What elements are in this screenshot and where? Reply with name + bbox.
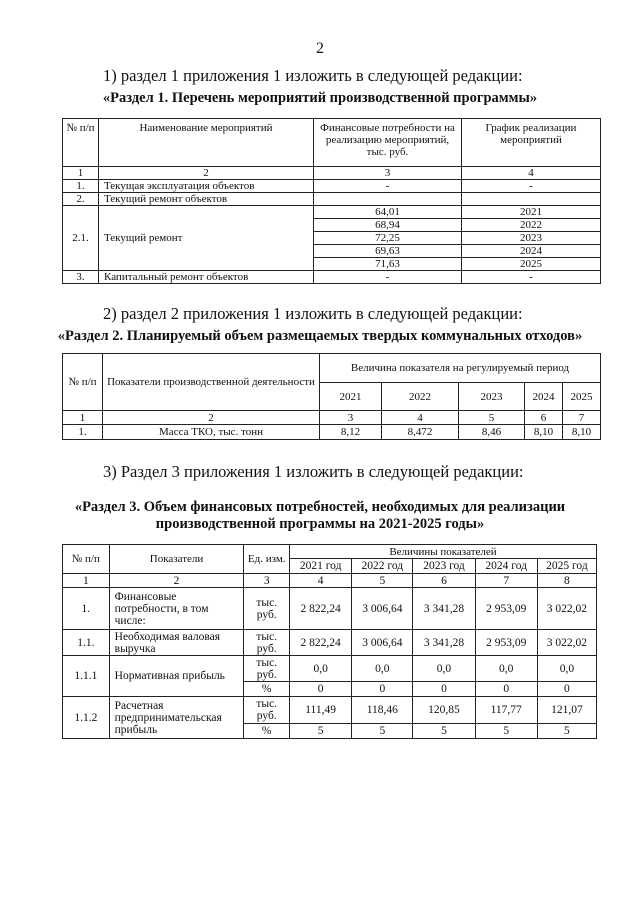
column-number-row	[63, 574, 597, 588]
row-name: Капитальный ремонт объектов	[99, 271, 314, 284]
section3-heading-line: «Раздел 3. Объем финансовых потребностей, необходимых для реализации	[74, 499, 566, 515]
row-value: 8,12	[320, 425, 382, 440]
table-header-row	[63, 545, 597, 559]
row-name: Текущий ремонт	[99, 206, 314, 271]
section3-heading	[0, 499, 640, 533]
header-cell: Величины показателей	[290, 545, 597, 559]
column-number: 4	[382, 411, 459, 425]
row-number: 1.	[63, 588, 110, 630]
row-number: 1.1.	[63, 630, 110, 656]
row-value: 5	[537, 724, 596, 739]
row-number: 2.1.	[63, 206, 99, 271]
table-row	[63, 588, 597, 630]
column-number-row	[63, 411, 601, 425]
row-value: 0	[475, 682, 537, 697]
table-row	[63, 206, 601, 219]
row-number: 3.	[63, 271, 99, 284]
row-value: 5	[290, 724, 352, 739]
row-value: 0,0	[352, 656, 413, 682]
year-cell: 2021	[320, 383, 382, 411]
year-cell: 2022 год	[352, 559, 413, 574]
column-number: 5	[352, 574, 413, 588]
row-value: 8,472	[382, 425, 459, 440]
row-value: 118,46	[352, 697, 413, 724]
row-value: 3 341,28	[413, 588, 475, 630]
row-value: 0,0	[537, 656, 596, 682]
row-value: 121,07	[537, 697, 596, 724]
table-header-row	[63, 119, 601, 167]
section1-intro: 1) раздел 1 приложения 1 изложить в следующей редакции:	[103, 66, 523, 85]
section2-intro: 2) раздел 2 приложения 1 изложить в следующей редакции:	[103, 304, 523, 323]
column-number: 7	[475, 574, 537, 588]
column-number: 2	[109, 574, 244, 588]
row-name: Расчетная предпринимательская прибыль	[109, 697, 244, 739]
table-header-row	[63, 354, 601, 383]
row-value: 3 006,64	[352, 588, 413, 630]
page-number: 2	[316, 40, 324, 57]
section2-heading: «Раздел 2. Планируемый объем размещаемых твердых коммунальных отходов»	[57, 328, 583, 344]
row-value: -	[314, 180, 462, 193]
row-number: 1.	[63, 180, 99, 193]
row-value: 8,10	[563, 425, 601, 440]
column-number: 1	[63, 167, 99, 180]
column-number: 1	[63, 574, 110, 588]
row-value: 3 022,02	[537, 630, 596, 656]
row-value: 3 006,64	[352, 630, 413, 656]
row-year: 2025	[462, 258, 601, 271]
table-row	[63, 180, 601, 193]
row-value: 0	[413, 682, 475, 697]
column-number-row	[63, 167, 601, 180]
row-year: 2021	[462, 206, 601, 219]
column-number: 6	[413, 574, 475, 588]
row-value: 2 953,09	[475, 630, 537, 656]
table-row	[63, 630, 597, 656]
table-row	[63, 271, 601, 284]
column-number: 3	[314, 167, 462, 180]
row-value: 5	[475, 724, 537, 739]
header-cell: Наименование мероприятий	[99, 119, 314, 167]
row-value: 2 822,24	[290, 630, 352, 656]
row-value: 0	[290, 682, 352, 697]
header-cell: № п/п	[63, 119, 99, 167]
row-name: Масса ТКО, тыс. тонн	[103, 425, 320, 440]
row-value: 0,0	[290, 656, 352, 682]
row-unit: тыс. руб.	[244, 697, 290, 724]
table-section3	[62, 544, 597, 739]
table-section2	[62, 353, 601, 440]
column-number: 1	[63, 411, 103, 425]
row-value: 0,0	[475, 656, 537, 682]
column-number: 2	[99, 167, 314, 180]
row-name: Нормативная прибыль	[109, 656, 244, 697]
column-number: 2	[103, 411, 320, 425]
header-cell: Величина показателя на регулируемый период	[320, 354, 601, 383]
row-value: 0	[537, 682, 596, 697]
header-cell: № п/п	[63, 354, 103, 411]
row-value: 3 341,28	[413, 630, 475, 656]
header-cell: График реализации мероприятий	[462, 119, 601, 167]
row-number: 2.	[63, 193, 99, 206]
row-value: 68,94	[314, 219, 462, 232]
row-value: 8,46	[459, 425, 525, 440]
row-value: 64,01	[314, 206, 462, 219]
row-name: Текущий ремонт объектов	[99, 193, 314, 206]
column-number: 8	[537, 574, 596, 588]
row-value	[314, 193, 462, 206]
row-year: 2024	[462, 245, 601, 258]
section3-intro: 3) Раздел 3 приложения 1 изложить в следующей редакции:	[103, 462, 524, 481]
header-cell: № п/п	[63, 545, 110, 574]
row-unit: %	[244, 682, 290, 697]
year-cell: 2021 год	[290, 559, 352, 574]
table-row	[63, 425, 601, 440]
row-unit: %	[244, 724, 290, 739]
row-number: 1.1.2	[63, 697, 110, 739]
row-value: 72,25	[314, 232, 462, 245]
section1-heading: «Раздел 1. Перечень мероприятий производственной программы»	[102, 90, 538, 106]
year-cell: 2025 год	[537, 559, 596, 574]
row-year: 2023	[462, 232, 601, 245]
row-unit: тыс. руб.	[244, 630, 290, 656]
year-cell: 2024 год	[475, 559, 537, 574]
column-number: 5	[459, 411, 525, 425]
row-value: -	[462, 271, 601, 284]
row-value: 111,49	[290, 697, 352, 724]
year-cell: 2023	[459, 383, 525, 411]
row-value: -	[314, 271, 462, 284]
row-value: 3 022,02	[537, 588, 596, 630]
row-value: -	[462, 180, 601, 193]
year-cell: 2023 год	[413, 559, 475, 574]
row-value: 5	[352, 724, 413, 739]
row-value: 120,85	[413, 697, 475, 724]
row-unit: тыс. руб.	[244, 588, 290, 630]
row-name: Финансовые потребности, в том числе:	[109, 588, 244, 630]
row-value: 5	[413, 724, 475, 739]
column-number: 3	[320, 411, 382, 425]
table-row	[63, 697, 597, 724]
column-number: 3	[244, 574, 290, 588]
row-name: Необходимая валовая выручка	[109, 630, 244, 656]
row-year: 2022	[462, 219, 601, 232]
header-cell: Показатели	[109, 545, 244, 574]
row-unit: тыс. руб.	[244, 656, 290, 682]
column-number: 4	[462, 167, 601, 180]
table-section1	[62, 118, 601, 284]
column-number: 7	[563, 411, 601, 425]
row-value: 0,0	[413, 656, 475, 682]
row-value: 71,63	[314, 258, 462, 271]
row-number: 1.	[63, 425, 103, 440]
row-value	[462, 193, 601, 206]
row-name: Текущая эксплуатация объектов	[99, 180, 314, 193]
row-value: 2 822,24	[290, 588, 352, 630]
year-cell: 2025	[563, 383, 601, 411]
row-value: 2 953,09	[475, 588, 537, 630]
row-value: 117,77	[475, 697, 537, 724]
header-cell: Показатели производственной деятельности	[103, 354, 320, 411]
header-cell: Ед. изм.	[244, 545, 290, 574]
year-cell: 2024	[525, 383, 563, 411]
header-cell: Финансовые потребности на реализацию мероприятий, тыс. руб.	[314, 119, 462, 167]
column-number: 6	[525, 411, 563, 425]
row-number: 1.1.1	[63, 656, 110, 697]
year-cell: 2022	[382, 383, 459, 411]
section3-heading-line: производственной программы на 2021-2025 годы»	[155, 516, 485, 532]
row-value: 0	[352, 682, 413, 697]
row-value: 69,63	[314, 245, 462, 258]
table-row	[63, 656, 597, 682]
column-number: 4	[290, 574, 352, 588]
table-row	[63, 193, 601, 206]
row-value: 8,10	[525, 425, 563, 440]
